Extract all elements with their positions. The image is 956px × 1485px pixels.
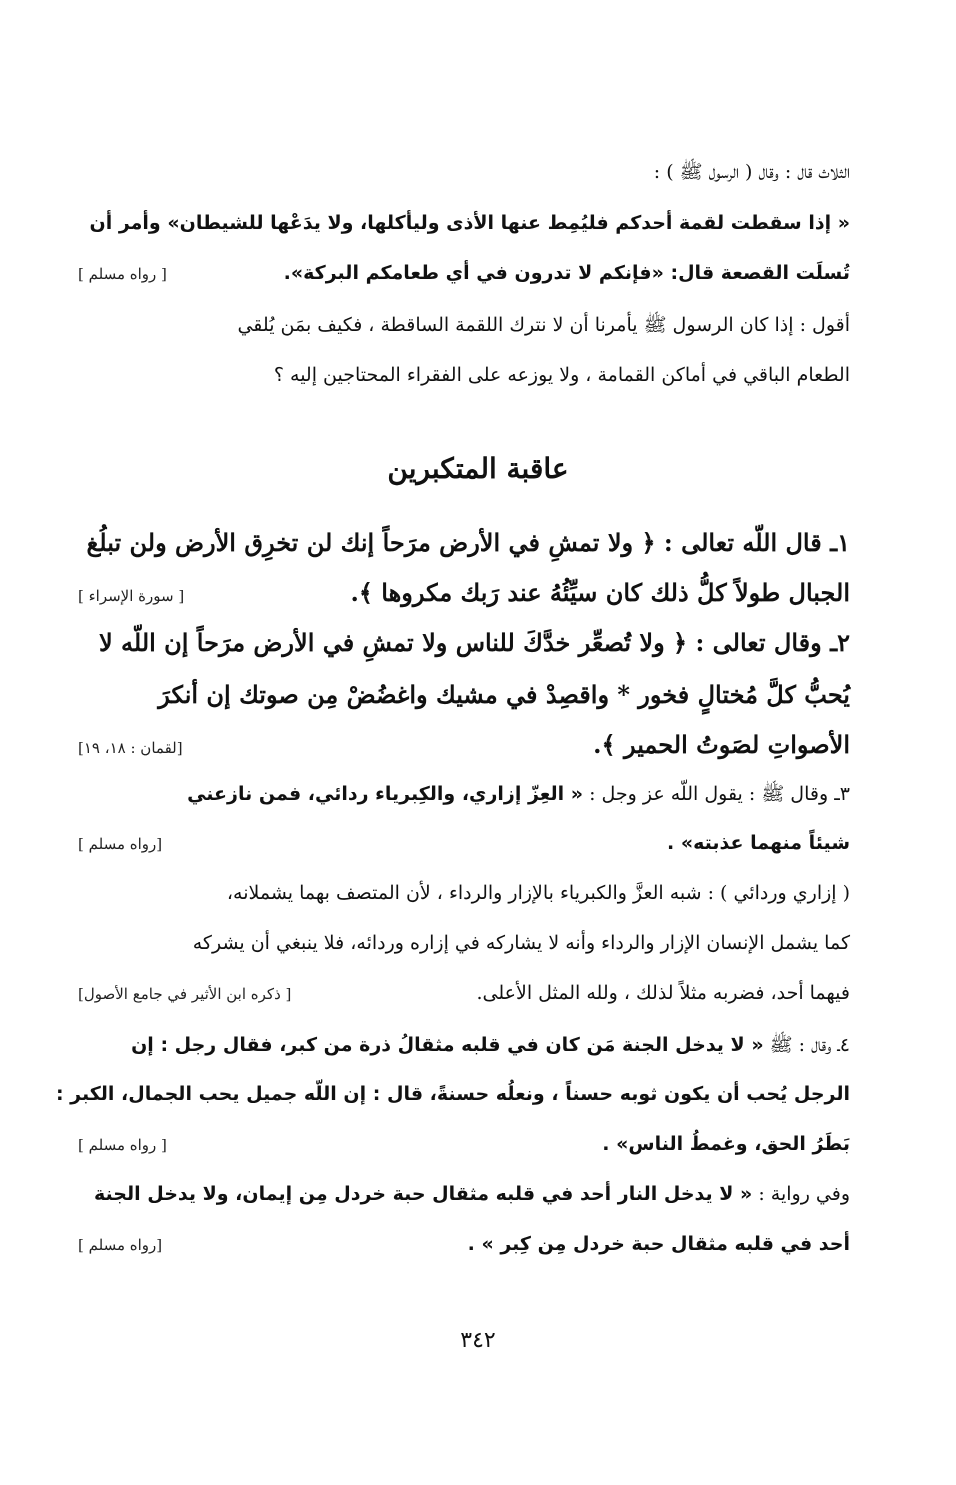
citation: [ رواه مسلم ]	[78, 265, 167, 283]
verse-line-3	[78, 628, 850, 657]
hadith-3-line-1	[78, 782, 850, 810]
quran-verse: يُحبُّ كلَّ مُختالٍ فخور * واقصِدْ في مشيك واغضُضْ مِن صوتك إن أنكرَ	[158, 680, 850, 709]
commentary-text: ( إزاري وردائي ) : شبه العزَّ والكبرياء بالإزار والرداء ، لأن المتصف بهما يشملانه،	[226, 882, 850, 904]
section-heading: عاقبة المتكبرين	[387, 452, 569, 485]
hadith-text: « العِزّ إزاري، والكِبرياء ردائي، فمن نازعني	[187, 783, 584, 805]
citation: [ ذكره ابن الأثير في جامع الأصول]	[78, 985, 292, 1003]
top-line-1	[78, 160, 850, 188]
hadith-text: تُسلَت القصعة قال: «فإنكم لا تدرون في أي طعامكم البركة».	[283, 262, 850, 284]
riwaya-line-1	[78, 1183, 850, 1205]
hadith-text: بَطَرُ الحق، وغمطُ الناس» .	[602, 1133, 850, 1155]
hadith-text: « إذا سقطت لقمة أحدكم فليُمِط عنها الأذى وليأكلها، ولا يدَعْها للشيطان» وأمر أن	[89, 212, 850, 234]
top-line-5	[78, 364, 850, 386]
riwaya-line-1-content	[94, 1183, 850, 1205]
commentary-text: الطعام الباقي في أماكن القمامة ، ولا يوزعه على الفقراء المحتاجين إليه ؟	[273, 364, 850, 386]
explanation-line-3	[78, 982, 850, 1004]
quran-verse: الأصواتِ لصَوتُ الحمير ﴾.	[593, 730, 850, 759]
citation: [ رواه مسلم ]	[78, 1136, 167, 1154]
hadith-4-line-1	[78, 1033, 850, 1061]
hadith-intro: ٣ـ وقال ﷺ : يقول اللّه عز وجل :	[583, 783, 850, 805]
hadith-intro: ٤ـ وقال : ﷺ	[763, 1034, 850, 1056]
hadith-text: « لا يدخل الجنة مَن كان في قلبه مثقالُ ذرة من كبر، فقال رجل : إن	[131, 1034, 764, 1056]
page-number: ٣٤٢	[460, 1328, 496, 1353]
top-line-1-text: الثلاث قال : وقال ( الرسول ﷺ ) :	[653, 161, 850, 183]
hadith-4-line-2	[55, 1083, 850, 1105]
verse-line-4	[78, 680, 850, 709]
commentary-text: أقول : إذا كان الرسول ﷺ يأمرنا أن لا نترك اللقمة الساقطة ، فكيف بمَن يُلقي	[237, 314, 850, 336]
verse-line-1	[78, 528, 850, 557]
hadith-4-line-3	[78, 1133, 850, 1155]
verse-line-2	[78, 578, 850, 607]
citation: [ سورة الإسراء ]	[78, 587, 185, 605]
verse-line-5	[78, 730, 850, 759]
quran-verse: ٢ـ وقال تعالى : ﴿ ولا تُصعِّر خدَّكَ للناس ولا تمشِ في الأرض مرَحاً إن اللّه لا	[98, 628, 850, 657]
top-line-3	[78, 262, 850, 284]
quran-verse: الجبال طولاً كلُّ ذلك كان سيِّئُهُ عند رَبك مكروها ﴾.	[350, 578, 850, 607]
citation: [رواه مسلم ]	[78, 1236, 163, 1254]
top-line-4	[78, 313, 850, 341]
hadith-3-line-2	[78, 832, 850, 854]
hadith-intro: وفي رواية :	[752, 1183, 850, 1205]
hadith-text: الرجل يُحب أن يكون ثوبه حسناً ، ونعلُه حسنةً، قال : إن اللّه جميل يحب الجمال، الكبر :	[55, 1083, 850, 1105]
citation: [رواه مسلم ]	[78, 835, 163, 853]
hadith-text: « لا يدخل النار أحد في قلبه مثقال حبة خردل مِن إيمان، ولا يدخل الجنة	[94, 1183, 753, 1205]
citation: [لقمان : ١٨، ١٩]	[78, 739, 183, 757]
explanation-line-1	[78, 882, 850, 904]
quran-verse: ١ـ قال اللّه تعالى : ﴿ ولا تمشِ في الأرض مرَحاً إنك لن تخرِق الأرض ولن تبلُغ	[86, 528, 850, 557]
hadith-4-line-1-content	[131, 1033, 850, 1061]
commentary-text: فيهما أحد، فضربه مثلاً لذلك ، ولله المثل الأعلى.	[476, 982, 850, 1004]
commentary-text: كما يشمل الإنسان الإزار والرداء وأنه لا يشاركه في إزاره وردائه، فلا ينبغي أن يشركه	[192, 932, 850, 954]
top-line-2	[78, 212, 850, 234]
riwaya-line-2	[78, 1233, 850, 1255]
hadith-3-line-1-content	[187, 782, 850, 810]
hadith-text: شيئاً منهما عذبته» .	[667, 832, 850, 854]
hadith-text: أحد في قلبه مثقال حبة خردل مِن كِبر » .	[467, 1233, 850, 1255]
explanation-line-2	[78, 932, 850, 954]
